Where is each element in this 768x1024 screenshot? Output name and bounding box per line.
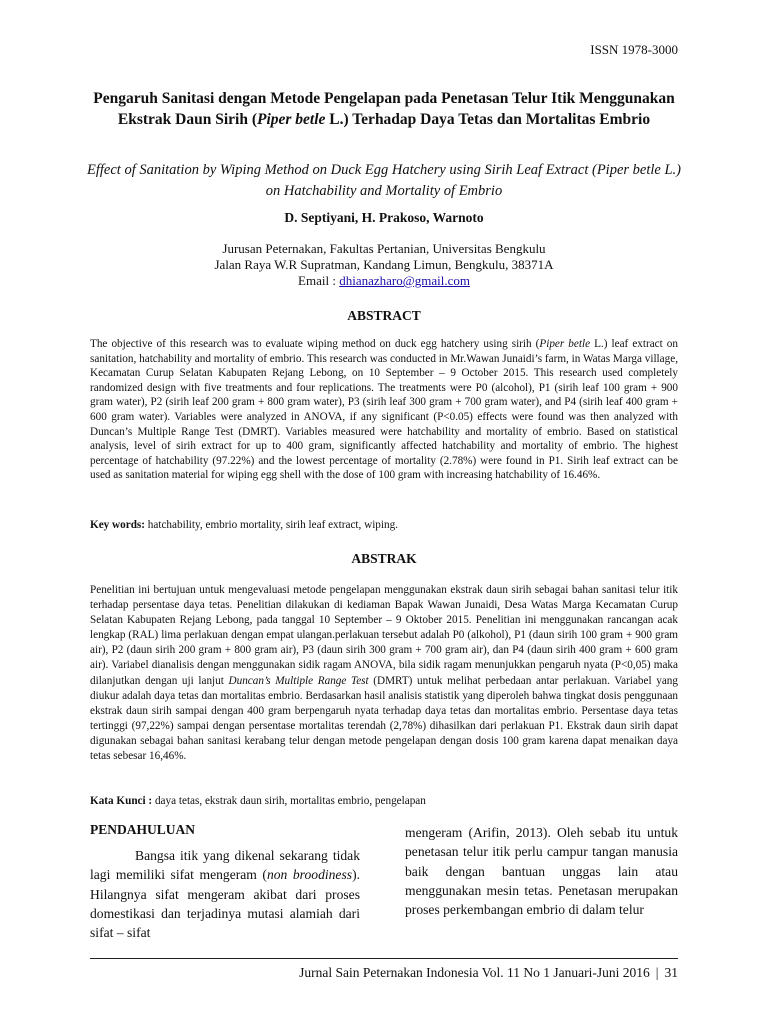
abstrak-heading: ABSTRAK: [351, 551, 417, 566]
email-line: [90, 273, 678, 289]
abstrak-text-b: (DMRT) untuk melihat perbedaan antar perlakuan. Variabel yang diukur adalah daya tetas dan mortalitas embrio. Berdasarkan hasil analisis statistik yang diperoleh bahwa tingkat dosis penggunaan ekstrak daun sirih sampai dengan 400 gram berpengaruh nyata terhadap daya tetas dan mortalitas embrio. Persentase daya tetas tertinggi (97,22%) sampai dengan persentase mortalitas terendah (2,78%) dihasilkan dari perlakuan P1. Ekstrak daun sirih dapat digunakan sebagai bahan sanitasi kerabang telur dengan metode pengelapan dengan dosis 100 gram karena dapat menaikan daya tetas sebesar 16,46%.: [90, 674, 678, 763]
page-number: 31: [664, 965, 678, 980]
intro-left-a: Bangsa itik yang dikenal sekarang tidak lagi memiliki sifat mengeram (: [90, 848, 360, 883]
paper-title: [90, 88, 678, 130]
intro-left-b: ). Hilangnya sifat mengeram akibat dari proses domestikasi dan terjadinya mutasi alamiah dari sifat – sifat: [90, 867, 360, 941]
authors: D. Septiyani, H. Prakoso, Warnoto: [284, 210, 484, 225]
affiliation-line1: Jurusan Peternakan, Fakultas Pertanian, Universitas Bengkulu: [222, 241, 546, 256]
section-heading-pendahuluan: PENDAHULUAN: [90, 822, 196, 837]
abstrak-text-a: Penelitian ini bertujuan untuk mengevaluasi metode pengelapan menggunakan ekstrak daun sirih sebagai bahan sanitasi telur itik terhadap persentase daya tetas. Penelitian dilakukan di kediaman Bapak Wawan Junaidi, Desa Watas Marga Kecamatan Curup Selatan Kabupaten Rejang Lebong, pada tanggal 10 September – 9 Oktober 2015. Penelitian ini menggunakan rancangan acak lengkap (RAL) lima perlakuan dengan empat ulangan.perlakuan tersebut adalah P0 (alkohol), P1 (daun sirih 100 gram + 900 gram air), P2 (daun sirih 200 gram + 800 gram air), P3 (daun sirih 300 gram + 700 gram air), dan P4 (daun sirih 400 gram + 600 gram air). Variabel dianalisis dengan menggunakan sidik ragam ANOVA, bila sidik ragam menunjukkan pengaruh nyata (P<0,05) maka dilanjutkan dengan uji lanjut: [90, 584, 678, 687]
intro-left-paragraph: [90, 846, 360, 942]
title-part2: L.) Terhadap Daya Tetas dan Mortalitas Embrio: [325, 111, 651, 128]
abstract-italic: Piper betle: [539, 338, 591, 350]
keywords-label: Key words:: [90, 519, 145, 531]
kata-kunci-list: daya tetas, ekstrak daun sirih, mortalitas embrio, pengelapan: [152, 795, 426, 807]
kata-kunci-label: Kata Kunci :: [90, 795, 153, 807]
email-label: Email :: [298, 273, 340, 288]
abstract-heading: ABSTRACT: [347, 308, 421, 323]
intro-left-column: [90, 822, 360, 942]
abstract-text-b: L.) leaf extract on sanitation, hatchability and mortality of embrio. This research was conducted in Mr.Wawan Junaidi’s farm, in Watas Marga village, Kecamatan Curup Selatan Kabupaten Rejang Lebong, on 10 September – 9 October 2015. This research used completely randomized design with five treatments and four replications. The treatments were P0 (alcohol), P1 (sirih leaf 100 gram + 900 gram water), P2 (sirih leaf 200 gram + 800 gram water), P3 (sirih leaf 300 gram + 700 gram water), and P4 (sirih leaf 400 gram + 600 gram water). Variables were analyzed in ANOVA, if any significant (P<0.05) effects were found was then analyzed with Duncan’s Multiple Range Test (DMRT). Variables measured were hatchability and mortality of embrio. Based on statistical analysis, level of sirih extract for up to 400 gram, significantly affected hatchability and mortality of embrio. The highest percentage of hatchability (97.22%) and the lowest percentage of mortality (2.78%) were found in P1. Sirih leaf extract can be used as sanitation material for wiping egg shell with the dose of 100 gram with increasing hatchability of 16.46%.: [90, 338, 678, 482]
title-italic: Piper betle: [256, 111, 326, 128]
keywords: [90, 519, 678, 531]
footer-separator: |: [655, 965, 659, 980]
affiliation: [90, 241, 678, 289]
abstrak-italic: Duncan’s Multiple Range Test: [228, 674, 369, 687]
abstract-text-a: The objective of this research was to evaluate wiping method on duck egg hatchery using sirih (: [90, 338, 540, 350]
english-title: Effect of Sanitation by Wiping Method on Duck Egg Hatchery using Sirih Leaf Extract (Piper betle L.) on Hatchability and Mortality of Embrio: [87, 162, 681, 199]
issn-number: ISSN 1978-3000: [590, 42, 678, 57]
intro-right-paragraph: mengeram (Arifin, 2013). Oleh sebab itu untuk penetasan telur itik perlu campur tangan manusia baik dengan bantuan unggas lain atau menggunakan mesin tetas. Penetasan merupakan proses perkembangan embrio di dalam telur: [405, 825, 678, 918]
intro-right-column: [405, 823, 678, 919]
footer-divider: [90, 958, 678, 959]
abstrak-text: [90, 583, 678, 764]
intro-left-italic: non broodiness: [266, 867, 353, 883]
affiliation-line2: Jalan Raya W.R Supratman, Kandang Limun, Bengkulu, 38371A: [214, 257, 554, 272]
page-footer: [90, 965, 678, 981]
kata-kunci: [90, 795, 678, 807]
abstract-text: [90, 337, 678, 483]
title-part1: Pengaruh Sanitasi dengan Metode Pengelapan pada Penetasan Telur Itik Menggunakan Ekstrak Daun Sirih (: [93, 90, 675, 128]
footer-journal: Jurnal Sain Peternakan Indonesia Vol. 11 No 1 Januari-Juni 2016: [299, 965, 650, 980]
email-link[interactable]: dhianazharo@gmail.com: [339, 273, 470, 288]
keywords-list: hatchability, embrio mortality, sirih leaf extract, wiping.: [145, 519, 398, 531]
